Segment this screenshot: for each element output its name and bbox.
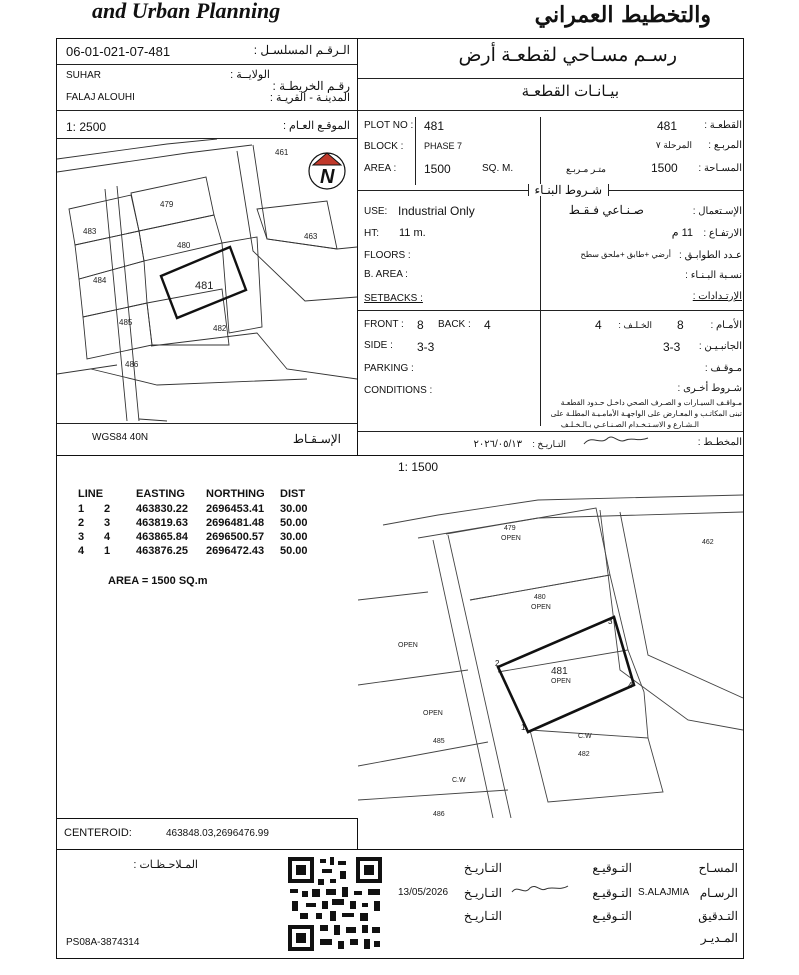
block-ar-value: المرحلة ٧ xyxy=(655,140,692,150)
back-ar-value: 4 xyxy=(595,318,602,332)
row-4-northing: 2696472.43 xyxy=(206,545,265,557)
wilaya-label: الولايــة : xyxy=(230,69,270,81)
small-label-482: 482 xyxy=(213,324,227,333)
projection-label: الإسـقـاط xyxy=(292,432,341,446)
back-ar-label: الخـلـف : xyxy=(618,320,652,330)
setbacks-label: SETBACKS : xyxy=(364,293,423,304)
block-ar-label: المربـع : xyxy=(708,140,742,151)
row-2-from: 2 xyxy=(78,517,85,529)
row-3-to: 4 xyxy=(104,531,111,543)
vertex-3: 3 xyxy=(608,617,613,626)
large-label-486: 486 xyxy=(433,811,445,818)
area-value: 1500 xyxy=(424,162,451,176)
vertex-1: 1 xyxy=(521,723,526,732)
front-ar-value: 8 xyxy=(677,318,684,332)
row-4-to: 1 xyxy=(104,545,111,557)
back-value: 4 xyxy=(484,318,491,332)
small-label-463: 463 xyxy=(304,232,318,241)
projection-value: WGS84 40N xyxy=(92,432,149,443)
row-1-easting: 463830.22 xyxy=(136,503,188,515)
plot-no-value: 481 xyxy=(424,119,445,133)
date-label-2: التـاريـخ xyxy=(463,886,502,900)
large-label-482: 482 xyxy=(578,751,590,758)
area-unit: SQ. M. xyxy=(482,163,514,174)
use-ar-label: الإسـتعمال : xyxy=(692,206,742,217)
header-english: and Urban Planning xyxy=(92,0,281,23)
setbacks-ar-label: الإرتـدادات : xyxy=(692,291,742,302)
surveyor-label: المسـاح xyxy=(698,861,738,875)
row-3-northing: 2696500.57 xyxy=(206,531,265,543)
height-value: 11 m. xyxy=(399,227,426,239)
city-value: FALAJ ALOUHI xyxy=(66,92,135,103)
row-2-dist: 50.00 xyxy=(280,517,308,529)
row-2-to: 3 xyxy=(104,517,111,529)
plot-no-ar-label: القطعـة : xyxy=(704,120,742,131)
document-id: PS08A-3874314 xyxy=(66,937,140,948)
plot-map-large xyxy=(358,480,743,818)
area-label: AREA : xyxy=(364,163,397,174)
row-2-northing: 2696481.48 xyxy=(206,517,265,529)
use-label: USE: xyxy=(364,206,388,217)
large-label-open-sw: OPEN xyxy=(423,710,443,717)
front-label: FRONT : xyxy=(364,319,404,330)
centeroid-value: 463848.03,2696476.99 xyxy=(166,828,269,839)
col-header-easting: EASTING xyxy=(136,488,185,500)
front-ar-label: الأمـام : xyxy=(710,320,742,331)
location-map-small xyxy=(57,139,357,423)
floors-label: FLOORS : xyxy=(364,250,411,261)
signature-label-1: التـوقيـع xyxy=(592,861,632,875)
floors-ar-value: أرضي +طابق +ملحق سطح xyxy=(580,250,671,259)
area-total: AREA = 1500 SQ.m xyxy=(108,575,208,587)
map-no-label: رقـم الخريطـة : xyxy=(272,79,350,93)
plot-no-ar-value: 481 xyxy=(657,119,678,133)
parking-ar-label: مـوقـف : xyxy=(704,363,742,374)
area-ar-value: 1500 xyxy=(651,161,678,175)
area-ar-label: المسـاحة : xyxy=(698,163,742,174)
planner-label: المخطـط : xyxy=(697,437,742,448)
row-1-dist: 30.00 xyxy=(280,503,308,515)
city-label: المدينـة - القريـة : xyxy=(269,92,350,104)
small-label-484: 484 xyxy=(93,276,107,285)
large-label-479: 479 xyxy=(504,525,516,532)
front-value: 8 xyxy=(417,318,424,332)
building-area-label: B. AREA : xyxy=(364,269,408,280)
other-conditions-ar-label: شـروط أخـرى : xyxy=(677,383,742,394)
large-label-481: 481 xyxy=(551,666,568,677)
row-4-dist: 50.00 xyxy=(280,545,308,557)
drafter-signature-icon xyxy=(510,880,570,900)
use-value: Industrial Only xyxy=(398,204,475,218)
side-ar-label: الجانبـيـن : xyxy=(698,341,742,352)
large-label-480: 480 xyxy=(534,594,546,601)
wilaya-value: SUHAR xyxy=(66,70,102,81)
row-3-dist: 30.00 xyxy=(280,531,308,543)
manager-label: المـديـر xyxy=(700,931,738,945)
row-4-easting: 463876.25 xyxy=(136,545,188,557)
date-value-top: ٢٠٢٦/٠٥/١٣ xyxy=(473,439,522,450)
other-condition-line-1: مـواقـف السيـارات و الصـرف الصحي داخـل حـدود القطعـة xyxy=(560,398,742,407)
date-label-top: التـاريـخ : xyxy=(532,439,566,449)
large-label-479-open: OPEN xyxy=(501,535,521,542)
footer-date-value: 13/05/2026 xyxy=(398,887,449,898)
side-value: 3-3 xyxy=(417,340,435,354)
small-label-481: 481 xyxy=(195,280,214,292)
other-condition-line-2: تبنى المكاتـب و المعـارض على الواجهـة الأمامـيـة المطلـة على xyxy=(550,409,742,418)
col-header-northing: NORTHING xyxy=(206,488,265,500)
north-letter: N xyxy=(320,166,335,188)
row-3-easting: 463865.84 xyxy=(136,531,188,543)
qr-code-icon xyxy=(286,855,384,953)
block-label: BLOCK : xyxy=(364,141,404,152)
row-1-northing: 2696453.41 xyxy=(206,503,265,515)
large-label-480-open: OPEN xyxy=(531,604,551,611)
large-label-485: 485 xyxy=(433,738,445,745)
row-4-from: 4 xyxy=(78,545,85,557)
side-ar-value: 3-3 xyxy=(663,340,681,354)
notes-label: المـلاحـظـات : xyxy=(133,859,198,871)
conditions-label: CONDITIONS : xyxy=(364,385,433,396)
parking-label: PARKING : xyxy=(364,363,414,374)
checker-label: التـدقيق xyxy=(698,909,738,923)
large-map-scale: 1: 1500 xyxy=(398,460,439,474)
large-label-462: 462 xyxy=(702,539,714,546)
small-label-483: 483 xyxy=(83,227,97,236)
serial-number: 06-01-021-07-481 xyxy=(66,44,171,59)
signature-label-2: التـوقيـع xyxy=(592,886,632,900)
block-value: PHASE 7 xyxy=(424,141,463,151)
small-label-461: 461 xyxy=(275,148,289,157)
back-label: BACK : xyxy=(438,319,471,330)
small-label-480: 480 xyxy=(177,241,191,250)
centeroid-label: CENTEROID: xyxy=(64,827,132,839)
plot-no-label: PLOT NO : xyxy=(364,120,414,131)
general-site-label: الموقـع العـام : xyxy=(282,120,350,132)
small-map-scale: 1: 2500 xyxy=(66,120,107,134)
vertex-4: 4 xyxy=(628,681,633,690)
serial-label: الـرقـم المسلسـل : xyxy=(253,43,350,57)
plot-data-heading: بيـانـات القطعـة xyxy=(521,83,619,100)
drafter-label: الرسـام xyxy=(699,886,738,900)
header-arabic: والتخطيط العمراني xyxy=(534,2,711,28)
date-label-1: التـاريـخ xyxy=(463,861,502,875)
planner-signature-icon xyxy=(582,432,652,450)
row-1-from: 1 xyxy=(78,503,85,515)
col-header-line: LINE xyxy=(78,488,104,500)
other-condition-line-3: الـشـارع و الاسـتـخـدام الصـنـاعـي بـالـخـلـف xyxy=(560,420,699,429)
use-ar-value: صـنـاعي فـقـط xyxy=(568,203,644,217)
vertex-2: 2 xyxy=(495,659,500,668)
date-label-3: التـاريـخ xyxy=(463,909,502,923)
large-label-open-west: OPEN xyxy=(398,642,418,649)
row-2-easting: 463819.63 xyxy=(136,517,188,529)
col-header-dist: DIST xyxy=(280,488,306,500)
document-title: رسـم مسـاحي لقطعـة أرض xyxy=(458,45,677,66)
building-conditions-title: شـروط البنـاء xyxy=(528,184,609,196)
large-label-481-open: OPEN xyxy=(551,678,571,685)
large-label-cw-2: C.W xyxy=(452,777,466,784)
height-label: HT: xyxy=(364,228,379,239)
small-label-479: 479 xyxy=(160,200,174,209)
side-label: SIDE : xyxy=(364,340,393,351)
small-label-485: 485 xyxy=(119,318,133,327)
floors-ar-label: عـدد الطوابـق : xyxy=(679,250,742,261)
height-ar-value: 11 م xyxy=(671,227,693,239)
building-area-ar-label: نسـبة البـنـاء : xyxy=(685,270,742,281)
area-ar-unit: متـر مـربـع xyxy=(566,164,606,174)
row-3-from: 3 xyxy=(78,531,85,543)
signature-label-3: التـوقيـع xyxy=(592,909,632,923)
height-ar-label: الارتفـاع : xyxy=(703,228,742,239)
large-label-cw-1: C.W xyxy=(578,733,592,740)
row-1-to: 2 xyxy=(104,503,111,515)
small-label-486: 486 xyxy=(125,360,139,369)
north-arrow-icon xyxy=(309,153,345,189)
drafter-name: S.ALAJMIA xyxy=(638,887,690,898)
